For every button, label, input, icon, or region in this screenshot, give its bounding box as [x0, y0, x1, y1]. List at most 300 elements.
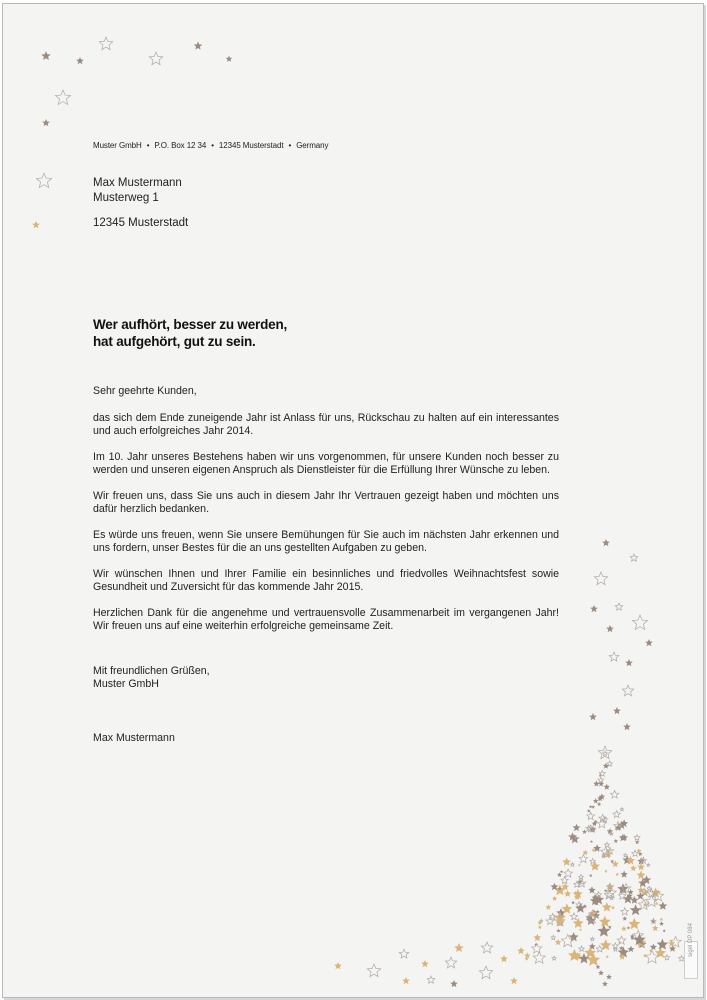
star-icon [588, 886, 596, 893]
star-icon [619, 954, 626, 960]
star-icon [638, 879, 647, 888]
star-icon [647, 886, 651, 890]
star-icon [643, 902, 648, 907]
star-icon [595, 892, 601, 898]
star-icon [628, 918, 640, 930]
star-icon [589, 943, 596, 950]
star-icon [620, 808, 623, 811]
star-icon [594, 820, 598, 823]
star-icon [590, 840, 593, 843]
recipient-address [93, 176, 188, 231]
star-icon [660, 918, 664, 922]
star-icon [613, 811, 620, 818]
star-icon [670, 936, 681, 947]
star-icon [579, 854, 588, 862]
star-icon [626, 856, 635, 865]
star-icon [647, 863, 650, 866]
star-icon [596, 965, 601, 970]
star-icon [636, 938, 646, 948]
star-icon [632, 615, 647, 630]
star-icon [587, 812, 595, 819]
sender-company: Muster GmbH [93, 141, 142, 150]
star-icon [583, 850, 589, 855]
sender-city: 12345 Musterstadt [218, 141, 284, 150]
star-icon [573, 835, 576, 838]
star-icon [589, 826, 596, 833]
star-icon [562, 857, 571, 865]
body-paragraph: Herzlichen Dank für die angenehme und vertrauensvolle Zusammenarbeit im vergangenen Jahr! Wir freuen uns auf eine weiterhin erfolgreiche gemeinsame Zeit. [93, 606, 559, 632]
body-paragraph: Wir wünschen Ihnen und Ihrer Familie ein besinnliches und friedvolles Weihnachtsfest sowie Gesundheit und Zuversicht für das kommende Jahr 2015. [93, 567, 559, 594]
star-icon [596, 946, 603, 953]
star-icon [628, 946, 635, 953]
star-icon [610, 896, 614, 900]
star-icon [586, 915, 596, 925]
star-icon [664, 955, 670, 960]
star-icon [623, 894, 633, 904]
star-icon [517, 947, 525, 954]
star-icon [532, 943, 542, 953]
star-icon [594, 902, 598, 906]
star-icon [645, 639, 653, 646]
star-icon [579, 875, 584, 880]
star-icon [549, 913, 556, 920]
headline-line-1: Wer aufhört, besser zu werden, [93, 317, 288, 332]
star-icon [602, 981, 608, 986]
star-icon [638, 940, 647, 949]
star-icon [607, 828, 614, 834]
star-icon [587, 953, 601, 966]
separator-dot: • [288, 141, 292, 150]
star-icon [586, 825, 592, 831]
star-icon [533, 934, 541, 942]
star-icon [591, 937, 595, 941]
star-icon [657, 939, 669, 950]
star-icon [555, 916, 565, 925]
star-icon [592, 848, 596, 852]
star-icon [571, 863, 575, 867]
star-icon [598, 796, 604, 801]
star-icon [194, 42, 203, 50]
star-icon [663, 929, 666, 932]
star-icon [589, 874, 593, 877]
star-icon [599, 770, 605, 776]
star-icon [628, 889, 634, 895]
star-icon [651, 919, 656, 924]
star-icon [574, 952, 582, 959]
star-icon [421, 960, 429, 967]
star-icon [579, 953, 590, 964]
star-icon [636, 937, 645, 945]
star-icon [598, 970, 604, 975]
star-icon [525, 957, 529, 961]
star-icon [590, 605, 598, 612]
star-icon [625, 659, 633, 666]
star-icon [554, 912, 566, 923]
star-icon [621, 908, 629, 915]
star-icon [586, 912, 597, 923]
star-icon [652, 890, 663, 901]
star-icon [617, 821, 626, 829]
star-icon [638, 852, 643, 857]
star-icon [556, 908, 566, 917]
star-icon [334, 962, 342, 969]
star-icon [608, 925, 612, 929]
star-icon [570, 913, 577, 920]
star-icon [631, 936, 635, 940]
star-icon [560, 870, 563, 873]
star-icon [552, 956, 556, 960]
star-icon [604, 869, 608, 872]
star-icon [630, 904, 642, 915]
star-icon [612, 860, 619, 867]
star-icon [611, 790, 619, 798]
star-icon [659, 921, 664, 926]
star-icon [573, 918, 584, 928]
star-icon [602, 854, 605, 857]
star-icon [569, 932, 579, 941]
star-icon [561, 934, 574, 946]
star-icon [558, 915, 561, 918]
star-icon [622, 916, 627, 921]
star-icon [593, 844, 601, 852]
star-icon [603, 763, 609, 769]
star-icon [554, 884, 566, 895]
star-icon [637, 871, 646, 880]
star-icon [573, 889, 583, 898]
star-icon [600, 939, 612, 950]
star-icon [589, 913, 593, 917]
star-icon [564, 869, 573, 877]
star-icon [540, 919, 543, 922]
star-icon [591, 894, 598, 901]
star-icon [593, 780, 599, 786]
star-icon [573, 891, 578, 896]
star-icon [620, 819, 628, 827]
star-icon [589, 713, 597, 720]
star-icon [571, 901, 575, 905]
star-icon [655, 902, 659, 906]
star-icon [588, 909, 598, 919]
star-icon [574, 894, 581, 900]
star-icon [614, 948, 618, 952]
star-icon [561, 877, 568, 884]
star-icon [99, 37, 112, 50]
star-icon [594, 895, 597, 898]
star-icon [604, 842, 609, 847]
star-icon [576, 902, 582, 908]
body-paragraph: das sich dem Ende zuneigende Jahr ist Anlass für uns, Rückschau zu halten auf ein interessantes und auch erfolgreiches Jahr 2014. [93, 412, 559, 438]
star-icon [621, 884, 631, 893]
star-icon [649, 949, 653, 953]
star-icon [454, 943, 464, 952]
star-icon [616, 873, 620, 876]
star-icon [593, 912, 600, 919]
star-icon [578, 879, 586, 887]
star-icon [551, 935, 556, 939]
star-icon [583, 904, 587, 908]
star-icon [612, 943, 618, 949]
star-icon [568, 949, 581, 961]
star-icon [606, 882, 615, 890]
star-icon [619, 892, 627, 899]
star-icon [589, 805, 592, 808]
star-icon [606, 847, 613, 854]
star-icon [593, 798, 599, 803]
star-icon [367, 964, 380, 977]
star-icon [609, 832, 613, 835]
star-icon [579, 946, 585, 951]
signer-name: Max Mustermann [93, 732, 175, 744]
star-icon [597, 819, 606, 828]
salutation: Sehr geehrte Kunden, [93, 385, 197, 397]
star-icon [553, 914, 557, 918]
star-icon [618, 946, 630, 957]
star-icon [534, 943, 537, 946]
star-icon [627, 893, 632, 898]
star-icon [598, 781, 604, 787]
star-icon [605, 887, 616, 897]
star-icon [606, 625, 614, 632]
star-icon [555, 939, 562, 945]
star-icon [668, 940, 675, 947]
star-icon [558, 887, 562, 891]
star-icon [638, 899, 649, 909]
separator-dot: • [146, 141, 150, 150]
star-icon [582, 829, 587, 834]
star-icon [551, 883, 559, 891]
recipient-street: Musterweg 1 [93, 192, 159, 204]
star-icon [604, 889, 608, 892]
star-icon [630, 865, 637, 871]
body-paragraph: Wir freuen uns, dass Sie uns auch in diesem Jahr Ihr Vertrauen gezeigt haben und möchten uns dafür herzlich bedanken. [93, 490, 559, 516]
star-icon [582, 882, 585, 885]
star-icon [602, 902, 612, 912]
star-icon [545, 904, 551, 910]
star-icon [634, 835, 640, 841]
star-icon [427, 976, 435, 983]
star-icon [602, 817, 608, 822]
star-icon [603, 851, 610, 858]
star-icon [76, 57, 84, 64]
star-icon [450, 980, 458, 987]
star-icon [623, 723, 631, 730]
star-icon [55, 90, 70, 105]
star-icon [590, 859, 595, 864]
star-icon [615, 824, 622, 830]
star-icon [604, 891, 613, 900]
star-icon [590, 861, 600, 871]
star-icon [602, 539, 610, 546]
star-icon [598, 746, 611, 759]
star-icon [546, 917, 554, 924]
brand-mark [686, 909, 696, 979]
star-icon [596, 910, 600, 914]
star-icon [601, 847, 611, 857]
star-icon [597, 796, 602, 801]
star-icon [149, 52, 162, 65]
letter-headline [93, 316, 287, 350]
star-icon [636, 892, 644, 900]
star-icon [617, 936, 626, 944]
star-icon [636, 848, 642, 853]
star-icon [619, 946, 623, 950]
star-icon [561, 883, 569, 891]
star-icon [641, 858, 644, 861]
body-paragraph: Es würde uns freuen, wenn Sie unsere Bemühungen für Sie auch im nächsten Jahr erkennen und uns fordern, unser Bestes für die an uns gestellten Aufgaben zu geben. [93, 528, 559, 555]
star-icon [614, 822, 622, 830]
star-icon [609, 652, 619, 661]
star-icon [617, 883, 628, 894]
star-icon [655, 947, 666, 958]
star-icon [598, 925, 611, 937]
star-icon [533, 952, 545, 964]
star-icon [500, 955, 508, 962]
brand-mark-text: sigel DP 084 [688, 923, 694, 957]
star-icon [647, 889, 656, 897]
star-icon [557, 872, 562, 877]
star-icon [641, 889, 649, 897]
star-icon [587, 809, 591, 813]
star-icon [630, 934, 635, 939]
star-icon [645, 950, 658, 963]
star-icon [613, 707, 621, 714]
star-icon [591, 909, 597, 914]
star-icon [592, 821, 598, 826]
sender-address-line [93, 141, 328, 150]
star-icon [603, 751, 608, 755]
star-icon [510, 977, 518, 984]
star-icon [607, 884, 612, 889]
star-icon [586, 915, 592, 921]
star-icon [556, 929, 560, 933]
star-icon [42, 119, 50, 126]
star-icon [573, 824, 581, 831]
star-icon [479, 966, 492, 979]
star-icon [606, 974, 612, 979]
star-icon [599, 774, 602, 777]
star-icon [538, 925, 542, 929]
star-icon [598, 777, 604, 783]
recipient-name: Max Mustermann [93, 177, 182, 189]
star-icon [561, 903, 572, 913]
star-icon [606, 955, 609, 958]
star-icon [650, 944, 657, 951]
star-icon [399, 949, 409, 958]
star-icon [599, 793, 606, 799]
letter-page [2, 3, 704, 998]
star-icon [402, 977, 410, 984]
letter-body [93, 385, 559, 646]
star-icon [637, 857, 645, 865]
recipient-city: 12345 Musterstadt [93, 217, 189, 229]
star-icon [609, 889, 612, 892]
star-icon [650, 888, 661, 898]
body-paragraph: Im 10. Jahr unseres Bestehens haben wir uns vorgenommen, für unsere Kunden noch besser zu werden und unseren eigenen Anspruch als Dienstleister für die Erfüllung Ihrer Wünsche zu leben. [93, 451, 559, 477]
star-icon [641, 888, 648, 894]
sender-po-box: P.O. Box 12 34 [154, 141, 207, 150]
star-icon [584, 947, 596, 959]
star-icon [538, 920, 543, 925]
star-icon [652, 925, 659, 931]
star-icon [577, 879, 583, 884]
star-icon [620, 871, 628, 878]
star-icon [611, 906, 615, 910]
star-icon [570, 834, 579, 843]
star-icon [632, 850, 638, 856]
star-icon [579, 928, 582, 931]
star-icon [622, 855, 632, 864]
star-icon [615, 603, 623, 610]
star-icon [621, 926, 627, 931]
star-icon [226, 56, 233, 62]
closing-greeting: Mit freundlichen Grüßen, [93, 665, 210, 677]
star-icon [599, 916, 611, 927]
star-icon [593, 894, 604, 904]
star-icon [621, 834, 628, 841]
star-icon [669, 945, 676, 952]
star-icon [604, 784, 611, 790]
star-icon [601, 855, 605, 858]
star-icon [630, 554, 638, 561]
star-icon [635, 840, 640, 844]
star-icon [599, 815, 607, 822]
star-icon [41, 51, 51, 60]
star-icon [445, 957, 456, 968]
star-icon [601, 928, 606, 933]
star-icon [646, 895, 658, 906]
star-icon [614, 839, 619, 843]
star-icon [36, 173, 51, 188]
star-icon [597, 802, 601, 806]
star-icon [630, 896, 638, 904]
star-icon [642, 875, 651, 884]
star-icon [659, 901, 668, 909]
star-icon [524, 952, 530, 958]
star-icon [574, 881, 580, 887]
star-icon [552, 896, 557, 901]
star-icon [564, 890, 571, 897]
star-icon [556, 919, 565, 927]
star-icon [633, 933, 646, 945]
sender-country: Germany [296, 141, 329, 150]
star-icon [623, 853, 627, 857]
star-icon [627, 926, 631, 929]
headline-line-2: hat aufgehört, gut zu sein. [93, 334, 256, 349]
star-icon [640, 857, 646, 863]
star-icon [622, 685, 633, 696]
star-icon [638, 887, 645, 894]
star-icon [607, 761, 613, 766]
star-icon [568, 832, 577, 840]
star-icon [575, 903, 586, 913]
star-icon [651, 919, 656, 924]
star-icon [578, 864, 581, 867]
star-icon [637, 863, 645, 870]
star-icon [591, 805, 595, 809]
star-icon [587, 825, 595, 832]
star-icon [481, 942, 492, 953]
closing-company: Muster GmbH [93, 678, 159, 691]
closing [93, 665, 210, 691]
separator-dot: • [211, 141, 214, 150]
star-icon [633, 930, 643, 940]
star-icon [619, 834, 627, 842]
star-icon [643, 954, 647, 958]
star-icon [590, 896, 600, 906]
star-icon [618, 941, 621, 944]
star-icon [594, 572, 607, 585]
star-icon [604, 850, 612, 858]
